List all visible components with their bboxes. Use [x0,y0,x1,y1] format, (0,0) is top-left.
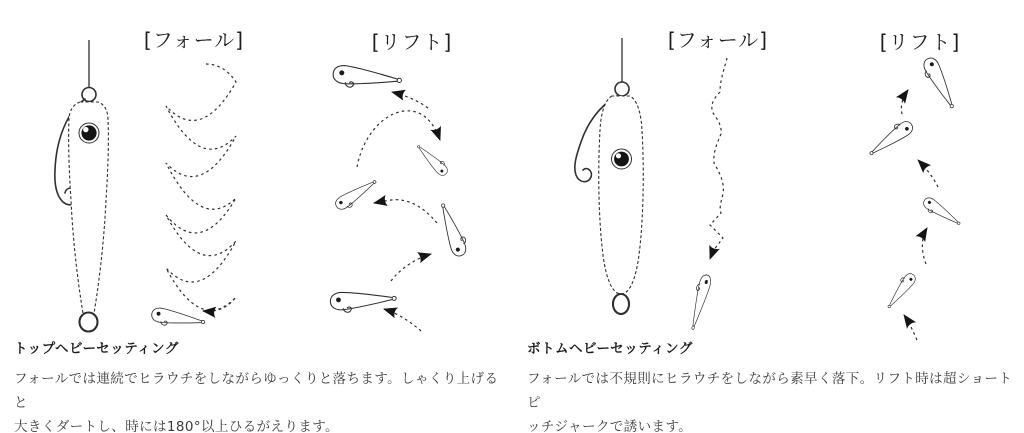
jig-eye [79,123,99,143]
lift-arrow [918,160,938,187]
top-heavy-jig-illustration [55,40,109,332]
falling-lure-icon [686,273,713,331]
lift-lure-icon [330,290,397,314]
caption-top-heavy [14,341,512,433]
caption-bottom-heavy [527,341,1024,433]
lift-lure-icon [883,270,918,310]
caption-text-line: フォールでは不規則にヒラウチをしながら素早く落下。リフト時は超ショートピ [527,371,1013,411]
lift-arrow [391,254,431,281]
lift-lure-icon [414,141,451,178]
top-heavy-section-drawing [55,40,470,332]
caption-title: トップヘビーセッティング [14,341,179,357]
lift-arrow [901,90,908,114]
lift-lure-icon [920,196,963,231]
bottom-heavy-section-drawing [575,38,963,340]
fall-column-label-top-heavy: [フォール] [143,28,245,52]
falling-lure-icon [150,307,205,332]
fall-irregular-path [710,58,727,259]
jig-bottom-ring [80,313,98,332]
lift-arrow [392,92,428,108]
lift-arrow [922,228,927,264]
lift-pattern-bottom-heavy [865,55,963,340]
jig-eye [612,149,632,169]
jig-body [599,96,643,294]
fall-zigzag-path [166,64,236,311]
bottom-heavy-jig-illustration [575,38,643,314]
lift-arrow [904,315,917,340]
lift-column-label-bottom-heavy: [リフト] [879,30,961,54]
fall-pattern-top-heavy [150,64,236,331]
caption-text-line: 大きくダートし、時には180°以上ひるがえります。 [14,419,339,433]
fall-pattern-bottom-heavy [686,58,727,331]
lift-lure-icon [332,64,402,92]
lift-lure-icon [865,117,915,159]
lift-arrow [384,309,421,331]
jig-top-ring [615,82,629,96]
lift-lure-icon [333,176,380,213]
lift-arrow [374,200,437,223]
jig-bottom-ring [613,294,629,314]
lift-lure-icon [436,201,471,258]
lift-pattern-top-heavy [330,64,470,331]
caption-text-line: ッチジャークで誘います。 [527,419,693,433]
lift-column-label-top-heavy: [リフト] [371,30,453,54]
fall-column-label-bottom-heavy: [フォール] [667,28,769,52]
lift-lure-icon [919,55,959,112]
caption-title: ボトムヘビーセッティング [527,341,693,357]
caption-text-line: フォールでは連続でヒラウチをしながらゆっくりと落ちます。しゃくり上げると [14,371,499,411]
